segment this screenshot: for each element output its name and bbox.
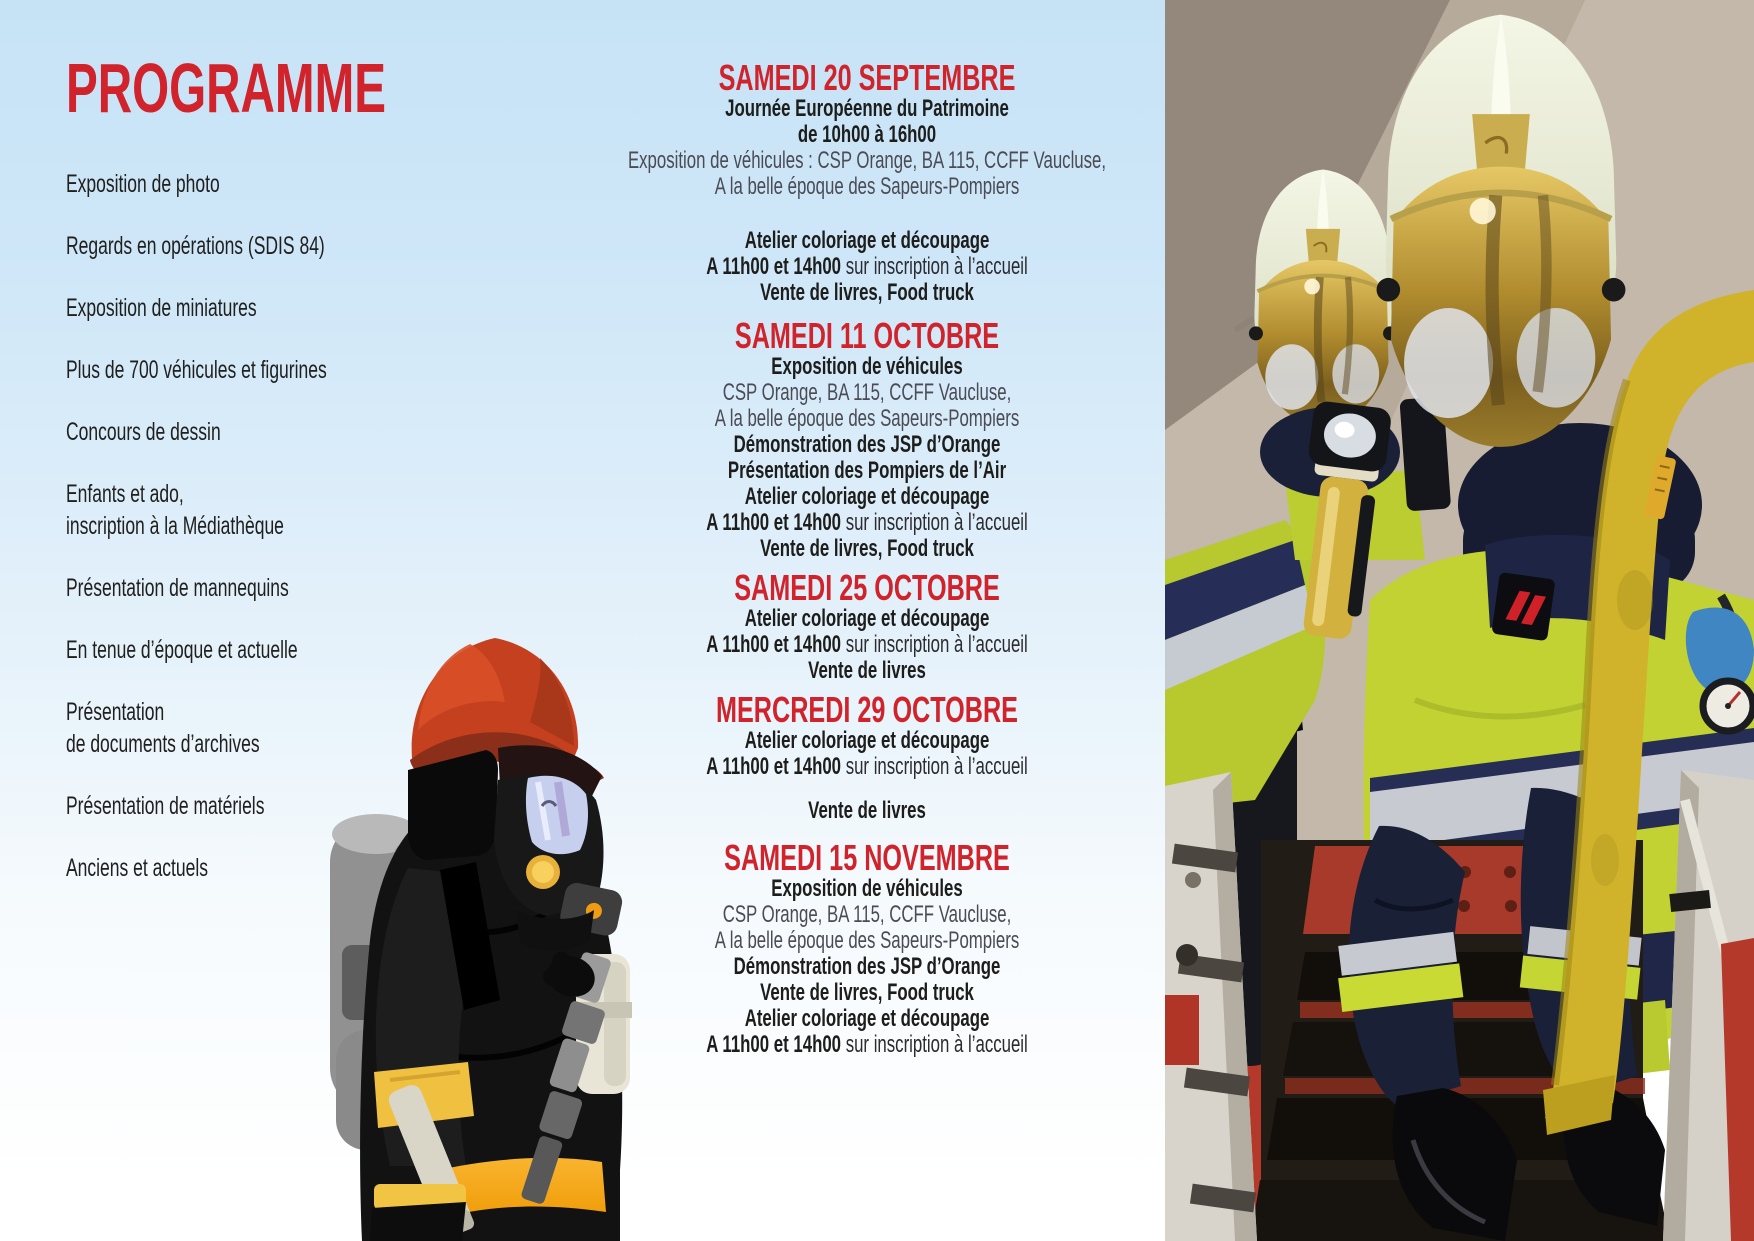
exhibit-list (66, 168, 327, 914)
list-item-line: Présentation (66, 698, 165, 726)
schedule-text-segment: Exposition de véhicules (771, 875, 963, 902)
schedule-text-segment: CSP Orange, BA 115, CCFF Vaucluse, (722, 379, 1012, 406)
list-item (66, 168, 327, 200)
firefighters-photo (1165, 0, 1754, 1241)
schedule-date-heading: SAMEDI 20 SEPTEMBRE (718, 57, 1016, 98)
schedule-text-segment: sur inscription à l’accueil (845, 1031, 1028, 1058)
schedule-line (622, 280, 1112, 306)
schedule-line (622, 876, 1112, 902)
schedule-line (622, 928, 1112, 954)
schedule-line (622, 902, 1112, 928)
schedule-line (622, 228, 1112, 254)
schedule-line (622, 510, 1112, 536)
list-item-line: Exposition de miniatures (66, 294, 257, 322)
unit-patch (1491, 572, 1555, 641)
schedule-line (622, 632, 1112, 658)
front-helmet (1377, 15, 1626, 447)
schedule-text-segment: Démonstration des JSP d’Orange (733, 431, 1001, 458)
schedule-text-segment: A la belle époque des Sapeurs-Pompiers (714, 927, 1020, 954)
schedule-text-segment: sur inscription à l’accueil (845, 509, 1028, 536)
schedule-line (622, 754, 1112, 780)
list-item (66, 852, 327, 884)
schedule (622, 57, 1112, 1058)
rear-helmet (1249, 170, 1397, 427)
schedule-text-segment: Vente de livres, Food truck (760, 535, 974, 562)
list-item-line: Enfants et ado, (66, 480, 184, 508)
schedule-line (622, 122, 1112, 148)
schedule-date-heading: SAMEDI 15 NOVEMBRE (724, 837, 1010, 878)
list-item-line: inscription à la Médiathèque (66, 512, 284, 540)
list-item (66, 354, 327, 386)
schedule-text-segment: sur inscription à l’accueil (845, 631, 1028, 658)
schedule-line (622, 606, 1112, 632)
schedule-text-segment: Exposition de véhicules : CSP Orange, BA 115, CCFF Vaucluse, (627, 147, 1107, 174)
list-item-line: Plus de 700 véhicules et figurines (66, 356, 327, 384)
schedule-text-segment: Vente de livres (808, 797, 926, 824)
schedule-line (622, 148, 1112, 174)
schedule-line (622, 798, 1112, 824)
schedule-text-segment: A la belle époque des Sapeurs-Pompiers (714, 405, 1020, 432)
schedule-text-segment: A 11h00 et 14h00 (706, 1031, 846, 1058)
schedule-text-segment: Journée Européenne du Patrimoine (725, 95, 1009, 122)
schedule-text-segment: sur inscription à l’accueil (845, 253, 1028, 280)
schedule-text-segment: sur inscription à l’accueil (845, 753, 1028, 780)
schedule-line (622, 980, 1112, 1006)
schedule-line (622, 174, 1112, 200)
schedule-line (622, 484, 1112, 510)
list-item (66, 790, 327, 822)
schedule-text-segment: Atelier coloriage et découpage (744, 605, 990, 632)
schedule-text-segment: Vente de livres, Food truck (760, 979, 974, 1006)
page-title: PROGRAMME (66, 49, 386, 127)
schedule-line (622, 406, 1112, 432)
list-item (66, 478, 327, 542)
schedule-text-segment: Atelier coloriage et découpage (744, 227, 990, 254)
schedule-line (622, 954, 1112, 980)
list-item-line: Exposition de photo (66, 170, 220, 198)
list-item (66, 696, 327, 760)
list-item-line: Présentation de mannequins (66, 574, 289, 602)
list-item-line: de documents d’archives (66, 730, 260, 758)
schedule-section (622, 837, 1112, 1058)
schedule-text-segment: Démonstration des JSP d’Orange (733, 953, 1001, 980)
list-item-line: Présentation de matériels (66, 792, 265, 820)
list-item-line: Regards en opérations (SDIS 84) (66, 232, 325, 260)
schedule-line (622, 658, 1112, 684)
schedule-line (622, 1032, 1112, 1058)
schedule-text-segment: A 11h00 et 14h00 (706, 509, 846, 536)
schedule-date-heading: SAMEDI 11 OCTOBRE (734, 315, 1000, 356)
schedule-text-segment: Présentation des Pompiers de l’Air (727, 457, 1007, 484)
schedule-text-segment: Vente de livres (808, 657, 926, 684)
schedule-text-segment: Vente de livres, Food truck (760, 279, 974, 306)
schedule-text-segment: Atelier coloriage et découpage (744, 483, 990, 510)
schedule-text-segment: CSP Orange, BA 115, CCFF Vaucluse, (722, 901, 1012, 928)
list-item (66, 634, 327, 666)
schedule-text-segment: A la belle époque des Sapeurs-Pompiers (714, 173, 1020, 200)
schedule-line (622, 728, 1112, 754)
list-item (66, 292, 327, 324)
schedule-line (622, 1006, 1112, 1032)
schedule-text-segment: Atelier coloriage et découpage (744, 727, 990, 754)
list-item-line: Concours de dessin (66, 418, 221, 446)
schedule-line (622, 432, 1112, 458)
schedule-text-segment: A 11h00 et 14h00 (706, 753, 846, 780)
schedule-line (622, 380, 1112, 406)
schedule-text-segment: A 11h00 et 14h00 (706, 253, 846, 280)
list-item (66, 230, 327, 262)
list-item (66, 572, 327, 604)
schedule-line (622, 96, 1112, 122)
schedule-section (622, 689, 1112, 824)
list-item (66, 416, 327, 448)
list-item-line: En tenue d’époque et actuelle (66, 636, 298, 664)
schedule-line (622, 536, 1112, 562)
schedule-line (622, 354, 1112, 380)
schedule-line (622, 254, 1112, 280)
schedule-text-segment: Exposition de véhicules (771, 353, 963, 380)
list-item-line: Anciens et actuels (66, 854, 209, 882)
firefighter-illustration (290, 610, 670, 1241)
schedule-text-segment: Atelier coloriage et découpage (744, 1005, 990, 1032)
schedule-section (622, 567, 1112, 684)
schedule-date-heading: SAMEDI 25 OCTOBRE (734, 567, 1000, 608)
schedule-text-segment: A 11h00 et 14h00 (706, 631, 846, 658)
schedule-text-segment: de 10h00 à 16h00 (797, 121, 937, 148)
schedule-section (622, 57, 1112, 306)
schedule-date-heading: MERCREDI 29 OCTOBRE (716, 689, 1018, 730)
schedule-section (622, 315, 1112, 562)
schedule-line (622, 458, 1112, 484)
